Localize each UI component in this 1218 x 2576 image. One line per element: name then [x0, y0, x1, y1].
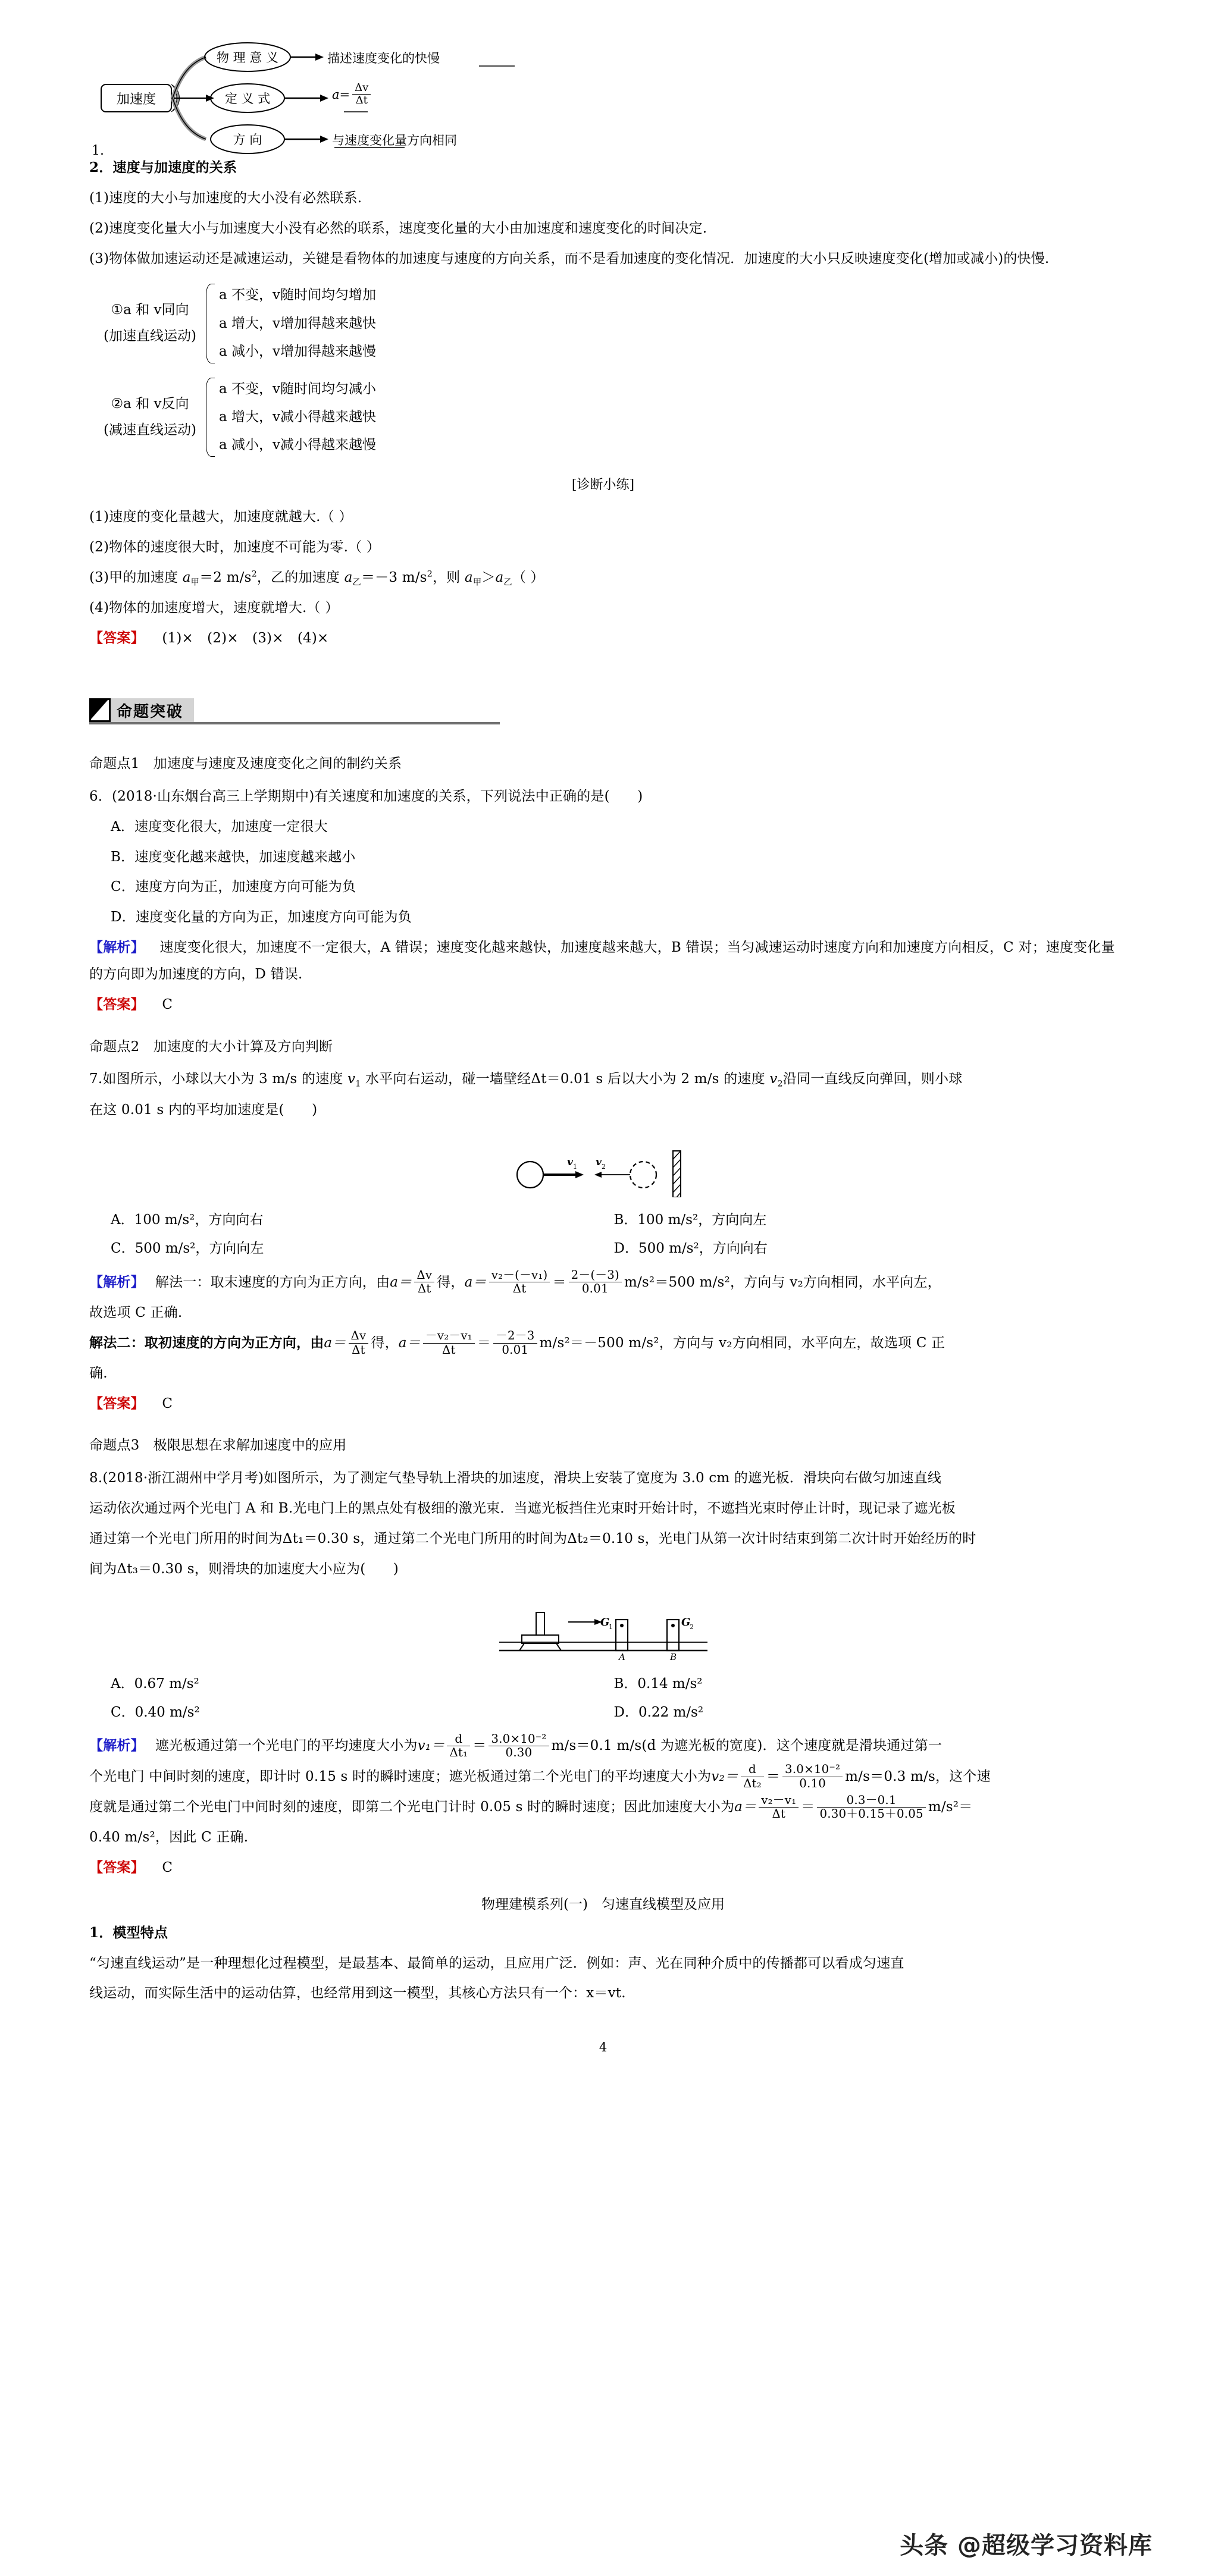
d3-sub2: 乙 — [352, 578, 361, 588]
sol1-mid: 得， — [437, 1274, 465, 1290]
q7-part1: 7.如图所示，小球以大小为 3 m/s 的速度 — [89, 1071, 347, 1087]
solution-label: 【解析】 — [89, 939, 145, 956]
acceleration-concept-map — [89, 42, 1117, 158]
question-7-choice-a[interactable]: A．100 m/s²，方向向右 — [111, 1212, 264, 1228]
sol1-a: a＝ — [390, 1274, 412, 1290]
q8-f3-den: Δt₂ — [741, 1777, 764, 1790]
brace-row: a 增大，v增加得越来越快 — [218, 315, 376, 331]
q7-v1-sub: 1 — [355, 1080, 361, 1090]
q8-f1-num: d — [455, 1732, 463, 1746]
concept-result-direction: 与速度变化量方向相同 — [332, 133, 457, 148]
model-series-title: 物理建模系列(一) 匀速直线模型及应用 — [481, 1896, 725, 1912]
q7-part2: 水平向右运动，碰一墙壁经Δt＝0.01 s 后以大小为 2 m/s 的速度 — [361, 1071, 770, 1087]
point-3-heading: 命题点3 极限思想在求解加速度中的应用 — [89, 1438, 347, 1454]
svg-text:1: 1 — [608, 1623, 613, 1631]
watermark-label: 头条 @超级学习资料库 — [900, 2532, 1153, 2559]
q8-fraction-4 — [782, 1763, 843, 1790]
question-8-stem-line3: 通过第一个光电门所用的时间为Δt₁＝0.30 s，通过第二个光电门所用的时间为Δt₂＝0.10 s，光电门从第一次计时结束到第二次计时开始经历的时 — [89, 1530, 976, 1546]
section-header-rule — [89, 722, 500, 724]
svg-text:v: v — [595, 1156, 602, 1168]
d3-prefix: (3)甲的加速度 — [89, 569, 183, 585]
brace-label-opposite-direction — [104, 391, 196, 443]
q8-sol-p2: m/s＝0.1 m/s(d 为遮光板的宽度)．这个速度就是滑块通过第一 — [551, 1738, 943, 1754]
brace-label-same-direction — [104, 297, 196, 349]
answer-label: 【答案】 — [89, 630, 145, 647]
model-heading: 1．模型特点 — [89, 1924, 168, 1941]
q8-fraction-2 — [489, 1733, 549, 1759]
diagnostic-label: [诊断小练] — [571, 478, 635, 493]
sol1-prefix: 解法一：取末速度的方向为正方向，由 — [155, 1274, 390, 1290]
brace-label-line2: (减速直线运动) — [104, 422, 196, 438]
solution-text: 速度变化很大，加速度不一定很大，A 错误；速度变化越来越快，加速度越来越大，B 错误；当匀减速运动时速度方向和加速度方向相反，C 对；速度变化量的方向即为加速度的方向，D 错误. — [89, 940, 1115, 982]
question-7-answer-row — [89, 1391, 1117, 1417]
brace-glyph-icon — [202, 375, 214, 459]
sol1-f1-den: Δt — [414, 1282, 434, 1295]
q8-eq2: ＝ — [766, 1768, 781, 1784]
sol2-prefix: 解法二：取初速度的方向为正方向，由 — [89, 1334, 324, 1351]
diagnostic-answer-row — [89, 625, 1117, 652]
question-7-choice-b[interactable]: B．100 m/s²，方向向左 — [613, 1212, 767, 1228]
q7-part3: 沿同一直线反向弹回，则小球 — [782, 1071, 963, 1087]
q8-eq3: ＝ — [801, 1799, 815, 1815]
section-header-band — [89, 698, 194, 722]
svg-text:A: A — [618, 1651, 625, 1661]
concept-node-direction: 方 向 — [233, 133, 262, 147]
diagnostic-item-1: (1)速度的变化量越大，加速度就越大.（ ） — [89, 509, 353, 525]
question-6-choice-d[interactable]: D．速度变化量的方向为正，加速度方向可能为负 — [111, 909, 412, 925]
d3-sub1: 甲 — [190, 578, 200, 588]
page-number: 4 — [599, 2040, 608, 2055]
q8-f3-num: d — [749, 1762, 756, 1777]
model-body-line2: 线运动，而实际生活中的运动估算，也经常用到这一模型，其核心方法只有一个：x＝vt. — [89, 1985, 626, 2001]
section-header-title: 命题突破 — [117, 702, 184, 721]
d3-sub4: 乙 — [503, 578, 512, 588]
sol2-fraction-2 — [423, 1329, 475, 1356]
question-6-choice-b[interactable]: B．速度变化越来越快，加速度越来越小 — [111, 849, 356, 865]
svg-text:G: G — [600, 1615, 609, 1629]
q8-fraction-3 — [741, 1763, 764, 1790]
question-8-solution-line1 — [89, 1733, 1117, 1759]
q7-v2-sub: 2 — [777, 1080, 783, 1090]
velocity-accel-heading: 2．速度与加速度的关系 — [89, 159, 237, 175]
point-2-heading: 命题点2 加速度的大小计算及方向判断 — [89, 1038, 333, 1055]
question-6-choice-a[interactable]: A．速度变化很大，加速度一定很大 — [111, 818, 328, 834]
concept-result-meaning: 描述速度变化的快慢 — [327, 51, 440, 65]
sol2-tail: m/s²＝－500 m/s²，方向与 v₂方向相同，水平向左，故选项 C 正 — [539, 1335, 945, 1351]
air-track-figure — [89, 1591, 1117, 1661]
d3-sup1: 2 — [251, 569, 257, 579]
sol1-fraction-3 — [569, 1269, 622, 1295]
ball-wall-figure — [89, 1132, 1117, 1197]
triangle-marker-icon — [89, 698, 111, 722]
sol1-f3-den: 0.01 — [569, 1282, 622, 1295]
q8-line2a: 个光电门 中间时刻的速度，即计时 0.15 s 时的瞬时速度；遮光板通过第二个光电门的平均速度大小为 — [89, 1768, 712, 1784]
diagnostic-item-3 — [89, 564, 1117, 591]
sol1-fraction-2 — [489, 1269, 550, 1295]
definition-lhs: a= — [332, 87, 350, 102]
question-8-solution-line4: 0.40 m/s²，因此 C 正确. — [89, 1830, 249, 1846]
d3-sub3: 甲 — [472, 578, 482, 588]
question-8-choices — [111, 1670, 1117, 1727]
concept-result-definition — [332, 82, 373, 106]
sol1-f2-den: Δt — [489, 1282, 550, 1295]
q8-eq1: ＝ — [472, 1738, 487, 1754]
svg-text:1: 1 — [572, 1162, 577, 1171]
q8-fraction-5 — [759, 1794, 799, 1821]
q8-fraction-6 — [817, 1794, 925, 1821]
question-8-stem-line4: 间为Δt₃＝0.30 s，则滑块的加速度大小应为( ) — [89, 1561, 399, 1577]
brace-label-line1: ①a 和 v同向 — [111, 302, 189, 318]
answer-text: (1)× (2)× (3)× (4)× — [162, 630, 329, 647]
sol2-f3-num: －2－3 — [496, 1329, 535, 1343]
question-7-choice-d[interactable]: D．500 m/s²，方向向右 — [613, 1240, 768, 1256]
q8-f5-den: Δt — [759, 1807, 799, 1821]
concept-root-label: 加速度 — [116, 92, 156, 107]
d3-suffix: （ ） — [512, 569, 544, 585]
sol2-fraction-1 — [349, 1329, 369, 1356]
sol1-f2-num: v₂－(－v₁) — [491, 1268, 548, 1282]
sol2-fraction-3 — [493, 1329, 537, 1356]
answer-label: 【答案】 — [89, 996, 145, 1012]
q8-line2b: m/s＝0.3 m/s，这个速 — [845, 1768, 991, 1784]
q8-line3a: 度就是通过第二个光电门中间时刻的速度，即第二个光电门计时 0.05 s 时的瞬时速度；因此加速度大小为 — [89, 1799, 735, 1815]
q8-fraction-1 — [447, 1733, 470, 1759]
brace-row: a 增大，v减小得越来越快 — [218, 409, 376, 425]
q8-v2: v₂＝ — [711, 1768, 739, 1784]
brace-row: a 减小，v增加得越来越慢 — [218, 343, 376, 359]
question-7-stem — [89, 1066, 1117, 1093]
sol1-a2: a＝ — [464, 1274, 487, 1290]
question-8-choice-d[interactable]: D．0.22 m/s² — [613, 1704, 704, 1720]
model-body-line1: “匀速直线运动”是一种理想化过程模型，是最基本、最简单的运动，且应用广泛．例如：声、光在同种介质中的传播都可以看成匀速直 — [89, 1955, 904, 1971]
brace-rows-opposite-direction — [219, 375, 376, 459]
sol2-f1-den: Δt — [349, 1343, 369, 1357]
question-6-answer-row — [89, 992, 1117, 1018]
d3-mid1: ＝2 m/s — [199, 569, 252, 585]
question-7-solution-1-line2: 故选项 C 正确. — [89, 1304, 183, 1320]
q8-f1-den: Δt₁ — [447, 1746, 470, 1759]
q8-v1: v₁＝ — [417, 1738, 445, 1754]
sol1-eq: ＝ — [552, 1274, 566, 1290]
brace-rows-same-direction — [219, 281, 376, 365]
ball-wall-collision-diagram — [505, 1132, 702, 1197]
svg-text:2: 2 — [601, 1162, 606, 1171]
svg-text:G: G — [681, 1615, 690, 1629]
svg-text:v: v — [566, 1156, 573, 1168]
question-8-choice-b[interactable]: B．0.14 m/s² — [613, 1676, 703, 1692]
question-6-stem: 6．(2018·山东烟台高三上学期期中)有关速度和加速度的关系，下列说法中正确的是( ) — [89, 788, 643, 804]
brace-row: a 不变，v随时间均匀增加 — [218, 287, 376, 303]
definition-fraction — [352, 82, 371, 106]
question-6-solution-row — [89, 934, 1117, 988]
q8-f2-den: 0.30 — [489, 1746, 549, 1759]
diagnostic-item-4: (4)物体的加速度增大，速度就增大.（ ） — [89, 600, 339, 616]
brace-group-same-direction — [104, 281, 1117, 365]
d3-mid4: ，则 — [432, 569, 465, 585]
velocity-accel-para-2: (2)速度变化量大小与加速度大小没有必然的联系，速度变化量的大小由加速度和速度变化的时间决定. — [89, 220, 707, 236]
solution-label: 【解析】 — [89, 1273, 145, 1290]
d3-sym2: a — [344, 569, 353, 585]
question-8-stem-line1: 8.(2018·浙江湖州中学月考)如图所示，为了测定气垫导轨上滑块的加速度，滑块上安装了宽度为 3.0 cm 的遮光板．滑块向右做匀加速直线 — [89, 1470, 941, 1486]
d3-sym1: a — [182, 569, 191, 585]
q8-f5-num: v₂－v₁ — [761, 1793, 797, 1807]
air-track-photogate-diagram — [493, 1591, 713, 1661]
concept-map-list-number: 1. — [92, 143, 104, 158]
question-7-stem-line2: 在这 0.01 s 内的平均加速度是( ) — [89, 1102, 318, 1118]
question-8-solution-line2 — [89, 1763, 1117, 1790]
answer-text: C — [162, 1859, 173, 1875]
sol2-mid: 得， — [371, 1335, 399, 1351]
diagnostic-item-2: (2)物体的速度很大时，加速度不可能为零.（ ） — [89, 539, 381, 556]
question-6-choice-c[interactable]: C．速度方向为正，加速度方向可能为负 — [111, 879, 356, 895]
d3-sym3: a — [464, 569, 473, 585]
question-7-solution-2-line2: 确. — [89, 1365, 108, 1381]
question-8-solution-line3 — [89, 1794, 1117, 1821]
brace-glyph-icon — [202, 281, 214, 365]
question-7-choice-c[interactable]: C．500 m/s²，方向向左 — [111, 1240, 264, 1256]
answer-text: C — [162, 1395, 173, 1411]
brace-label-line2: (加速直线运动) — [104, 328, 196, 344]
q8-line3b: m/s²＝ — [928, 1799, 973, 1815]
brace-group-opposite-direction — [104, 375, 1117, 459]
d3-sup2: 2 — [427, 569, 433, 579]
d3-gt: ＞ — [481, 569, 496, 585]
question-8-choice-a[interactable]: A．0.67 m/s² — [111, 1676, 199, 1692]
brace-row: a 不变，v随时间均匀减小 — [218, 381, 376, 397]
definition-denominator: Δt — [352, 94, 371, 106]
q8-f6-num: 0.3－0.1 — [846, 1793, 897, 1807]
d3-mid2: ，乙的加速度 — [256, 569, 345, 585]
q8-f4-num: 3.0×10⁻² — [785, 1762, 841, 1777]
sol2-a2: a＝ — [398, 1335, 421, 1351]
sol2-f2-num: －v₂－v₁ — [425, 1329, 472, 1343]
question-7-solution-1 — [89, 1269, 1117, 1295]
brace-row: a 减小，v减小得越来越慢 — [218, 437, 376, 453]
definition-numerator: Δv — [355, 81, 369, 94]
sol1-fraction-1 — [414, 1269, 434, 1295]
velocity-accel-para-1: (1)速度的大小与加速度的大小没有必然联系. — [89, 190, 362, 206]
brace-label-line1: ②a 和 v反向 — [111, 396, 189, 412]
q8-f2-num: 3.0×10⁻² — [491, 1732, 547, 1746]
question-8-stem-line2: 运动依次通过两个光电门 A 和 B.光电门上的黑点处有极细的激光束．当遮光板挡住光束时开始计时，不遮挡光束时停止计时，现记录了遮光板 — [89, 1501, 956, 1517]
answer-text: C — [162, 996, 173, 1012]
q7-v1: v — [347, 1071, 356, 1087]
d3-mid3: ＝－3 m/s — [361, 569, 427, 585]
breakthrough-section-header — [89, 698, 1117, 733]
question-7-choices — [111, 1206, 1117, 1263]
point-1-heading: 命题点1 加速度与速度及速度变化之间的制约关系 — [89, 756, 402, 771]
concept-node-meaning: 物 理 意 义 — [216, 51, 279, 65]
answer-label: 【答案】 — [89, 1395, 145, 1411]
solution-label: 【解析】 — [89, 1737, 145, 1754]
answer-label: 【答案】 — [89, 1859, 145, 1875]
sol1-f1-num: Δv — [417, 1268, 433, 1282]
svg-text:2: 2 — [689, 1623, 694, 1631]
question-8-choice-c[interactable]: C．0.40 m/s² — [111, 1704, 200, 1720]
q8-a: a＝ — [734, 1799, 757, 1815]
svg-text:B: B — [669, 1651, 677, 1661]
sol2-a: a＝ — [324, 1335, 346, 1351]
question-7-solution-2 — [89, 1329, 1117, 1356]
q8-sol-p1: 遮光板通过第一个光电门的平均速度大小为 — [155, 1738, 418, 1754]
d3-sym4: a — [495, 569, 504, 585]
q8-f4-den: 0.10 — [782, 1777, 843, 1790]
q8-f6-den: 0.30＋0.15＋0.05 — [817, 1807, 925, 1821]
sol2-eq: ＝ — [477, 1335, 491, 1351]
sol2-f1-num: Δv — [350, 1329, 367, 1343]
sol2-f2-den: Δt — [423, 1343, 475, 1357]
sol1-tail: m/s²＝500 m/s²，方向与 v₂方向相同，水平向左， — [624, 1274, 941, 1290]
sol2-f3-den: 0.01 — [493, 1343, 537, 1357]
question-8-answer-row — [89, 1855, 1117, 1881]
q7-v2: v — [769, 1071, 778, 1087]
concept-node-definition: 定 义 式 — [224, 92, 271, 106]
sol1-f3-num: 2－(－3) — [571, 1268, 619, 1282]
velocity-accel-para-3: (3)物体做加速运动还是减速运动，关键是看物体的加速度与速度的方向关系，而不是看加速度的变化情况．加速度的大小只反映速度变化(增加或减小)的快慢. — [89, 250, 1050, 266]
